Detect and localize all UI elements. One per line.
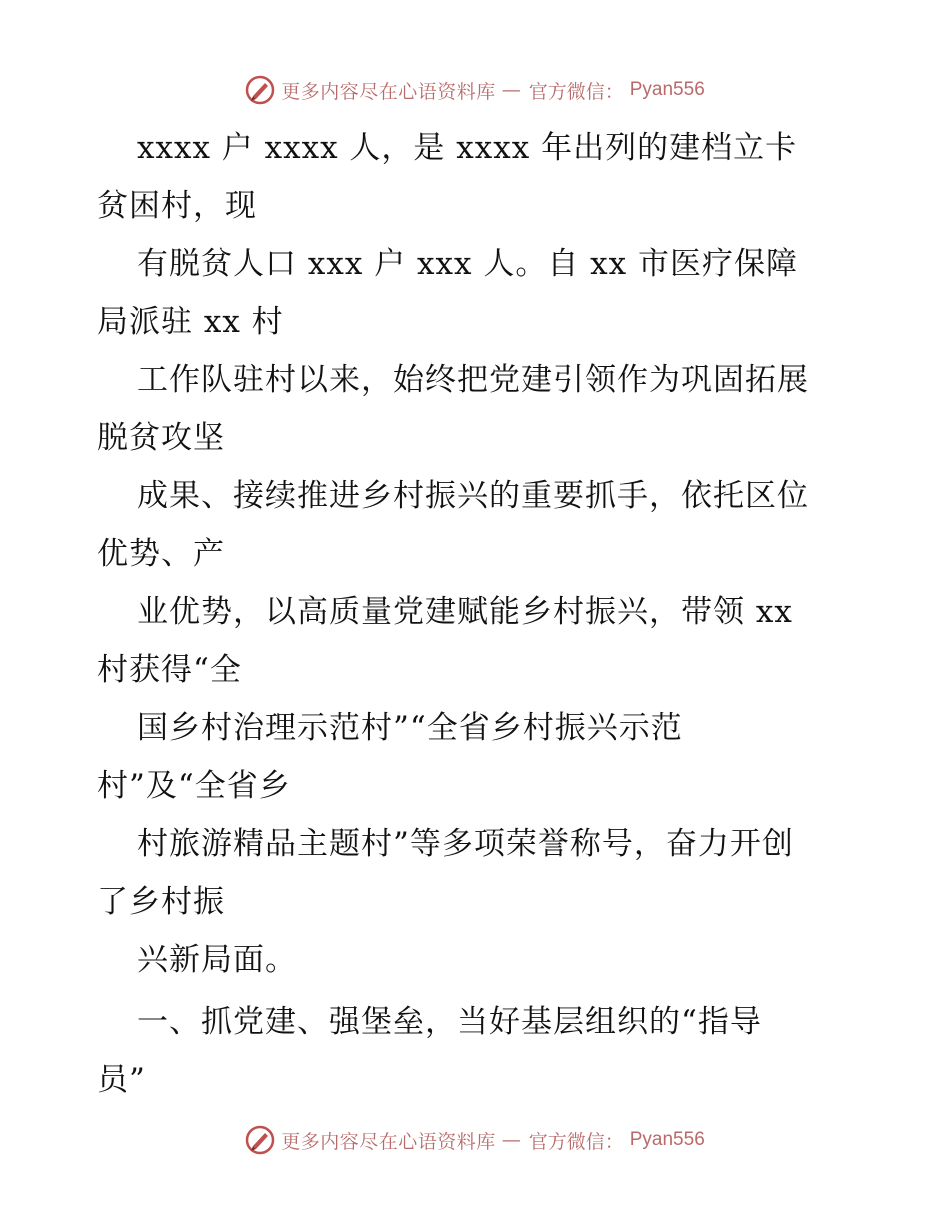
section-heading-line: 一、抓党建、强堡垒，当好基层组织的“指导 bbox=[137, 1004, 762, 1040]
body-line: 了乡村振 bbox=[97, 884, 225, 920]
body-line: 工作队驻村以来，始终把党建引领作为巩固拓展 bbox=[137, 362, 809, 398]
body-line: xxxx 户 xxxx 人，是 xxxx 年出列的建档立卡 bbox=[137, 130, 798, 166]
watermark-separator: — bbox=[501, 79, 521, 101]
body-line: 优势、产 bbox=[97, 536, 225, 572]
body-line: 业优势，以高质量党建赋能乡村振兴，带领 xx bbox=[137, 594, 793, 630]
body-line: 国乡村治理示范村”“全省乡村振兴示范 bbox=[137, 710, 683, 746]
watermark-wechat-id: Pyan556 bbox=[629, 79, 705, 100]
body-line: 兴新局面。 bbox=[137, 942, 297, 978]
body-line: 贫困村，现 bbox=[97, 188, 257, 224]
watermark-wechat-label: 官方微信： bbox=[528, 1130, 624, 1153]
body-line: 村旅游精品主题村”等多项荣誉称号，奋力开创 bbox=[137, 826, 794, 862]
watermark-text: 更多内容尽在心语资料库 bbox=[281, 1130, 496, 1153]
pen-logo-icon bbox=[245, 1125, 275, 1155]
body-line: 脱贫攻坚 bbox=[97, 420, 225, 456]
section-heading-line: 员” bbox=[97, 1062, 146, 1098]
footer-watermark bbox=[0, 1120, 950, 1160]
watermark-wechat-id: Pyan556 bbox=[629, 1129, 705, 1150]
body-line: 村获得“全 bbox=[97, 652, 242, 688]
body-line: 有脱贫人口 xxx 户 xxx 人。自 xx 市医疗保障 bbox=[137, 246, 798, 282]
watermark-separator: — bbox=[501, 1129, 521, 1151]
pen-logo-icon bbox=[245, 75, 275, 105]
watermark-text: 更多内容尽在心语资料库 bbox=[281, 80, 496, 103]
body-line: 成果、接续推进乡村振兴的重要抓手，依托区位 bbox=[137, 478, 809, 514]
body-line: 局派驻 xx 村 bbox=[97, 304, 284, 340]
header-watermark bbox=[0, 70, 950, 110]
watermark-wechat-label: 官方微信： bbox=[528, 80, 624, 103]
body-line: 村”及“全省乡 bbox=[97, 768, 291, 804]
